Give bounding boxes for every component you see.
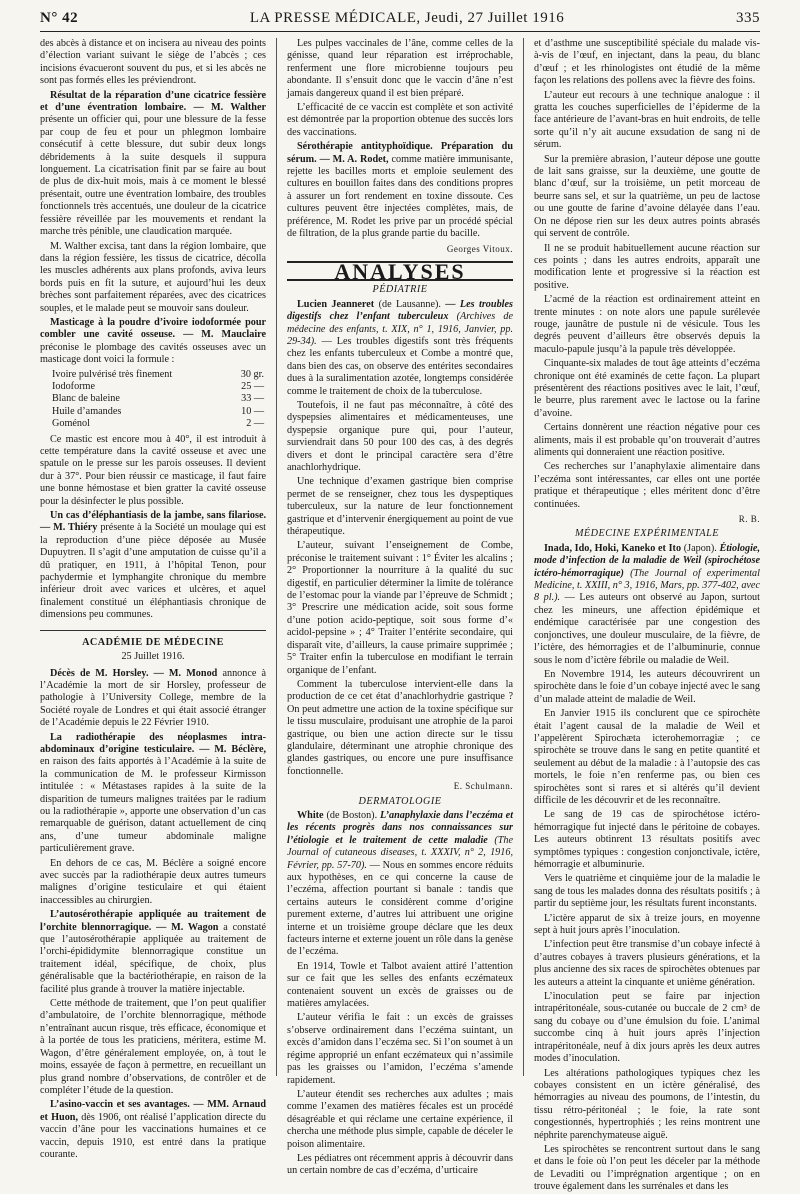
article-title: — Les troubles digestifs chez l’enfant tuberculeux <box>286 298 513 323</box>
section-date: 25 Juillet 1916. <box>121 651 185 663</box>
subsection-heading: PÉDIATRIE <box>372 284 428 296</box>
formula-ingredient: Goménol <box>52 418 90 430</box>
paragraph: Cette méthode de traitement, que l’on peut qualifier d’ambulatoire, de l’orchite blennorragique, méthode n’entraînant aucun risque, très efficace, économique et à la portée de tous les praticiens, méritera, estime M. Wagon, d’être généralement employée, on, à tout le moins, essayée de façon à permettre, en recueillant un plus grand nombre d’observations, de contrôler et de compléter l’étude de la question. <box>40 998 267 1096</box>
column-3 <box>533 38 760 1193</box>
article-title: Étiologie, mode d’infection de la maladie de Weil (spirochétose ictéro-hémorragique) <box>533 542 760 579</box>
item-text: — Nous en sommes encore réduits aux hypothèses, en ce qui concerne la cause de l’eczéma, affection pourtant si banale : tandis que certains auteurs le considèrent comme d’origine purement externe, d’autres lui attribuent une origine interne et un troisième groupe déclare que les deux facteurs interne et externe jouent un rôle dans la genèse de l’eczéma. <box>286 859 514 958</box>
paragraph: L’efficacité de ce vaccin est complète et son activité est démontrée par la proportion obtenue des succès lors des vaccinations. <box>286 102 513 138</box>
paragraph <box>40 668 266 730</box>
paragraph <box>40 510 266 622</box>
author-signature: R. B. <box>738 514 760 525</box>
article-title: L’anaphylaxie dans l’eczéma et les récents progrès dans nos connaissances sur l’étiologie et le traitement de cette maladie <box>286 809 514 846</box>
item-heading: La radiothérapie des néoplasmes intra-abdominaux d’origine testiculaire. — M. Béclère, <box>40 731 267 755</box>
author-signature: E. Schulmann. <box>453 781 513 792</box>
author-signature: Georges Vitoux. <box>446 243 513 254</box>
paragraph: Certains donnèrent une réaction négative pour ces aliments, mais il est probable qu’on trouverait d’autres aliments qui donneraient une réaction positive. <box>533 422 760 458</box>
paragraph: L’infection peut être transmise d’un cobaye infecté à d’autres cobayes à travers plusieurs générations, et la plus ancienne des six races de spirochètes obtenues par les auteurs a atteint la cinquante et unième génération. <box>533 939 760 988</box>
author-location: (Japon). <box>683 542 717 554</box>
paragraph: L’auteur étendit ses recherches aux adultes ; mais comme l’examen des matières fécales est un procédé désagréable et qui réclame une certaine expérience, il chercha une méthode plus simple, capable de déceler le poison alimentaire. <box>286 1088 513 1150</box>
paragraph <box>287 299 513 398</box>
author-name: Lucien Jeanneret <box>296 298 375 310</box>
formula-row <box>40 381 266 393</box>
paragraph: En Janvier 1915 ils conclurent que ce spirochète était l’agent causal de la maladie de Weil et l’appelèrent Spirochæta icterohemorragiæ ; ce spirochète se trouve dans le sang en petite quantité et seulement au début de la maladie : à l’autopsie des cas mortels, le foie n’en renferme pas, ou bien ces spirochètes sont si rares et si altérés qu’il devient difficile de les découvrir et de les reconnaître. <box>533 708 760 806</box>
paragraph: des abcès à distance et on incisera au niveau des points d’élection variant suivant le siège de l’abcès ; ces incisions évacueront souvent du pus, et si les abcès ne sont pas formés elles les préviendront. <box>40 38 267 87</box>
formula-row <box>40 369 266 381</box>
item-text: — Les troubles digestifs sont très fréquents chez les enfants tuberculeux et Combe a montré que, dans bien des cas, on observe des entérites secondaires dues à la suralimentation azotée, longtemps considérée comme le traitement de choix de la tuberculose. <box>286 335 513 397</box>
paragraph: Une technique d’examen gastrique bien comprise permet de se renseigner, chez tous les dyspeptiques tuberculeux, sur la nature de leur fonctionnement gastrique et d’intervenir énergiquement au point de vue thérapeutique. <box>286 476 513 538</box>
formula-table <box>40 369 266 431</box>
paragraph: Ces recherches sur l’anaphylaxie alimentaire dans l’eczéma sont intéressantes, car elles ont une portée pratique et thérapeutique ; elles méritent donc d’être continuées. <box>533 461 760 510</box>
item-text: comme matière immunisante, rejette les bacilles morts et emploie seulement des cultures en bouillon faites dans des conditions propres à assurer un fort rendement en toxine dissoute. Ces cultures peuvent être injectées complètes, mais, de préférence, M. Rodet les prive par un procédé spécial de filtration, de la plus grande partie du bacille. <box>286 153 513 240</box>
paragraph <box>287 141 513 240</box>
paragraph: Ce mastic est encore mou à 40°, il est introduit à cette température dans la cavité osseuse et avec une spatule on le presse sur les parois osseuses. Il devient dur à 37°. Pour bien réussir ce masticage, il faut faire une bonne hémostase et bien gratter la cavité osseuse pour la désinfecter le plus possible. <box>40 433 267 507</box>
subsection-heading: MÉDECINE EXPÉRIMENTALE <box>574 528 720 540</box>
analyses-heading: ANALYSES <box>287 261 513 281</box>
issue-number: N° 42 <box>40 10 79 26</box>
paragraph: En Novembre 1914, les auteurs découvrirent un spirochète dans le foie d’un cobaye injecté avec le sang d’un malade atteint de maladie de Weil. <box>533 668 760 705</box>
paragraph: M. Walther excisa, tant dans la région lombaire, que dans la région fessière, les tissus de cicatrice, décolla les muscles adhérents aux plans profonds, aviva leurs bords puis en fit la suture, et aujourd’hui les deux brèches sont parfaitement réparées, avec des cicatrices souples, et le malade peut se mouvoir sans douleur. <box>40 240 267 314</box>
paragraph: Sur la première abrasion, l’auteur dépose une goutte de lait sans graisse, sur la deuxième, une goutte de blanc d’œuf, sur la troisième, un petit morceau de beurre sans sel, et sur la quatrième, un peu de lactose ou une goutte de farine d’avoine délayée dans l’eau. On ne dépose rien sur les deux autres points abrasés qui servent de contrôle. <box>533 153 760 240</box>
article-reference: (Archives de médecine des enfants, t. XIX, n° 1, 1916, Janvier, pp. 29-34). <box>286 311 514 347</box>
author-name: White <box>296 809 324 821</box>
paragraph: Les pédiatres ont récemment appris à découvrir dans un certain nombre de cas d’eczéma, d’urticaire <box>286 1152 513 1177</box>
author-location: (de Boston). <box>326 809 378 821</box>
paragraph <box>534 543 760 667</box>
formula-ingredient: Huile d’amandes <box>52 405 122 417</box>
paragraph <box>40 317 266 367</box>
paragraph: Vers le quatrième et cinquième jour de la maladie le sang de tous les malades donna des résultats positifs ; à partir du septième jour, les résultats furent inconstants. <box>533 873 760 910</box>
column-divider <box>276 38 277 1076</box>
paragraph: L’auteur, suivant l’enseignement de Combe, préconise le traitement suivant : 1° Éviter les alcalins ; 2° Proportionner la nourriture à la qualité du suc digestif, en particulier déterminer la limite de tolérance de l’estomac pour la viande par l’épreuve de Schmidt ; 3° Prescrire une médication acide, soit sous forme d’une potion acido-peptique, soit sous forme d’« acidol-pepsine » ; 4° Traiter l’entérite secondaire, qui disparaît vite, d’ailleurs, la cause primaire supprimée ; 5° Traiter enfin la tuberculose en modifiant le terrain organique de l’enfant. <box>286 540 513 676</box>
formula-quantity: 25 — <box>241 380 265 392</box>
author-name: Inada, Ido, Hoki, Kaneko et Ito <box>543 542 682 554</box>
paragraph <box>40 732 266 856</box>
item-text: — Les auteurs ont observé au Japon, surtout chez les mineurs, une affection épidémique et endémique caractérisée par une congestion des conjonctives, une douleur musculaire, de la fièvre, de l’ictère, des hémorragies et de l’albuminurie, connue sous le nom d’ictère fébrile ou maladie de Weil. <box>533 592 760 666</box>
paragraph: Toutefois, il ne faut pas méconnaître, à côté des dyspepsies alimentaires et médicamenteuses, une dyspepsie organique pure qui, pour l’auteur, surviendrait dans 50 pour 100 des cas, à des degrés divers et dont le principal caractère sera d’être anachlorhydrique. <box>286 399 513 473</box>
article-reference: (The Journal of experimental Medicine, t. XXIII, n° 3, 1916, Mars, pp. 377-402, avec 8 pl.). <box>533 567 760 604</box>
paragraph: En 1914, Towle et Talbot avaient attiré l’attention sur ce fait que les selles des enfants eczémateux contenaient souvent un excès de graisses ou de matières amylacées. <box>286 960 513 1010</box>
item-heading: L’autosérothérapie appliquée au traitement de l’orchite blennorragique. — M. Wagon <box>40 909 267 933</box>
formula-quantity: 30 gr. <box>240 368 265 380</box>
paragraph: Les spirochètes se rencontrent surtout dans le sang et dans le foie où l’on peut les déceler par la méthode de Levaditi ou l’imprégnation argentique ; on en trouve également dans les surrénales et dans les <box>533 1143 760 1193</box>
formula-ingredient: Ivoire pulvérisé très finement <box>52 368 173 380</box>
paragraph: En dehors de ce cas, M. Béclère a soigné encore avec succès par la radiothérapie deux autres tumeurs malignes d’origine testiculaire et qui étaient inaccessibles au chirurgien. <box>40 857 267 906</box>
paragraph: L’acmé de la réaction est ordinairement atteint en trente minutes : on note alors une papule surélevée rouge, jaunâtre de pustule ni de vésicule. Tous les degrés peuvent d’ailleurs être observés depuis la maculo-papule jusqu’à la papule très développée. <box>533 294 760 355</box>
item-text: a constaté que l’autosérothérapie appliquée au traitement de l’orchi-épididymite blennorragique constitue un traitement idéal, spécifique, de choix, plus généralisable que la bactériothérapie, en raison de la facilité plus grande à trouver la matière injectable. <box>40 921 267 995</box>
item-heading: Résultat de la réparation d’une cicatrice fessière et d’une éventration lombaire. — M. Walther <box>40 89 267 114</box>
paragraph: L’auteur eut recours à une technique analogue : il gratta les couches superficielles de l’épiderme de la face antérieure de l’avant-bras en huit endroits, de telle sorte qu’il n’y ait aucune exsudation de sang ni de sérum. <box>533 89 760 151</box>
formula-quantity: 10 — <box>241 405 265 417</box>
paragraph <box>40 90 266 239</box>
item-text: préconise le plombage des cavités osseuses avec un masticage dont voici la formule : <box>40 341 267 366</box>
author-location: (de Lausanne). <box>378 298 441 310</box>
journal-title: LA PRESSE MÉDICALE, Jeudi, 27 Juillet 1916 <box>249 10 565 26</box>
item-text: présente à la Société un moulage qui est la reproduction d’une pièce déposée au Musée Dupuytren. Il s’agit d’une amputation de cuisse qu’il a dû pratiquer, en 1911, à l’hôpital Tenon, pour pachydermie et lymphangite chronique du membre inférieur droit avec varices et ulcères, et aquel finalement constitué un éléphantiasis chronique de dimensions peu communes. <box>40 522 267 621</box>
column-2 <box>286 38 514 1177</box>
formula-quantity: 2 — <box>246 418 265 430</box>
paragraph: Les altérations pathologiques typiques chez les cobayes consistent en un ictère généralisé, des hémorragies au niveau des poumons, de l’intestin, du tissu rétro-péritonéal ; le foie, la rate sont congestionnés, hypertrophiés ; les reins montrent une néphrite parenchymateuse aiguë. <box>533 1067 760 1141</box>
paragraph <box>40 1099 266 1161</box>
item-heading: Un cas d’éléphantiasis de la jambe, sans filariose. — M. Thiéry <box>40 510 267 534</box>
formula-quantity: 33 — <box>241 393 265 405</box>
column-divider <box>523 38 524 1076</box>
formula-row <box>40 406 266 418</box>
paragraph: L’auteur vérifia le fait : un excès de graisses s’observe ordinairement dans l’eczéma suintant, un excès d’amidon dans l’eczéma sec. Si l’on soumet à un régime approprié un enfant eczémateux qui n’assimile pas les graisses ou l’amidon, l’eczéma s’amende rapidement. <box>286 1012 513 1086</box>
item-heading: Masticage à la poudre d’ivoire iodoformée pour combler une cavité osseuse. — M. Mauclaire <box>40 316 267 341</box>
paragraph: Le sang de 19 cas de spirochétose ictéro-hémorragique fut injecté dans le péritoine de cobayes. Les auteurs obtinrent 13 résultats positifs avec symptômes typiques : congestion conjonctivale, ictère, hémorragie et albuminurie. <box>533 809 760 870</box>
formula-row <box>40 393 266 405</box>
columns <box>40 38 760 1193</box>
page-header <box>40 10 760 32</box>
paragraph <box>40 909 266 996</box>
item-heading: L’asino-vaccin et ses avantages. — MM. Arnaud et Huon, <box>40 1099 267 1123</box>
paragraph: et d’asthme une susceptibilité spéciale du malade vis-à-vis de l’œuf, en injectant, dans la peau, du blanc d’œuf ; et les rhinologistes ont étudié de la même façon les relations des pollens avec la fièvre des foins. <box>533 38 760 87</box>
subsection-heading: DERMATOLOGIE <box>358 795 442 807</box>
item-heading: Sérothérapie antityphoïdique. Préparation du sérum. — M. A. Rodet, <box>286 141 513 165</box>
item-text: dès 1906, ont réalisé l’application directe du vaccin d’âne pour les vaccinations humaines et ce vaccin, depuis 1910, est entré dans la pratique courante. <box>40 1111 267 1160</box>
paragraph: L’inoculation peut se faire par injection intrapéritonéale, sous-cutanée ou buccale de 2 cm³ de sang du cobaye ou d’une émulsion du foie. L’animal succombe cinq à huit jours après l’injection intrapéritonéale, neuf à dix jours après les deux autres modes d’inoculation. <box>533 991 760 1065</box>
paragraph: Cinquante-six malades de tout âge atteints d’eczéma chronique ont été examinés de cette façon. La plupart présentèrent des réactions positives avec le lait, l’œuf, le beurre, plus rarement avec le lactose ou la farine d’avoine. <box>533 358 760 419</box>
item-text: en raison des faits apportés à l’Académie à la suite de la communication de M. le professeur Kirmisson intitulée : « Métastases rapides à la suite de la disparition de tumeurs malignes traitées par le radium ou la radiothérapie », apporte une observation d’un cas remarquable de guérison, datant actuellement de cinq ans, d’une tumeur abdominale maligne particulièrement grave. <box>40 756 267 855</box>
section-heading: ACADÉMIE DE MÉDECINE <box>40 630 266 649</box>
paragraph: Comment la tuberculose intervient-elle dans la production de ce cet état d’anachlorhydrie gastrique ? On peut admettre une action de la toxine spécifique sur le tissu musculaire, produisant une atrophie de la paroi gastrique, ou bien une action directe sur le tissu glandulaire, déterminant une atrophie chronique des glandes gastriques, ou encore une pure insuffisance fonctionnelle. <box>286 678 513 777</box>
item-heading: Décès de M. Horsley. — M. Monod <box>50 667 218 679</box>
formula-row <box>40 418 266 430</box>
formula-ingredient: Blanc de baleine <box>52 393 120 405</box>
paragraph <box>287 810 513 959</box>
article-reference: (The Journal of cutaneous diseases, t. XXXIV, n° 2, 1916, Février, pp. 57-70). <box>286 834 513 871</box>
item-text: annonce à l’Académie la mort de sir Horsley, professeur de pathologie à l’University College, membre de la Société royale de Londres et qui était associé étranger de l’Académie depuis le 22 Février 1910. <box>40 667 267 729</box>
formula-ingredient: Iodoforme <box>52 380 95 392</box>
column-1 <box>40 38 267 1160</box>
paragraph: L’ictère apparut de six à treize jours, en moyenne sept à huit jours après l’inoculation. <box>533 912 760 937</box>
paragraph: Il ne se produit habituellement aucune réaction sur ces points ; dans les autres endroits, apparaît une modification lente et progressive si la réaction est positive. <box>533 242 760 291</box>
page-number: 335 <box>736 10 760 26</box>
paragraph: Les pulpes vaccinales de l’âne, comme celles de la génisse, quand leur réparation est irréprochable, renferment une flore microbienne toujours peu abondante. Il s’ensuit donc que le vaccin d’âne n’est jamais dangereux quand il est bien préparé. <box>286 38 513 99</box>
item-text: présente un officier qui, pour une blessure de la fesse par coup de feu et pour un phlegmon lombaire consécutif à cette blessure, dut subir deux longs débridements à la suite desquels il suppura longuement. La cicatrisation finit par se faire au bout de plus de dix-huit mois, mais à ce moment le blessé présentait, outre une éventration lombaire, des troubles fonctionnels très accentués, une douleur de la cicatrice fessière réveillée par les mouvements et rendant la marche très pénible, une claudication marquée. <box>40 114 267 238</box>
